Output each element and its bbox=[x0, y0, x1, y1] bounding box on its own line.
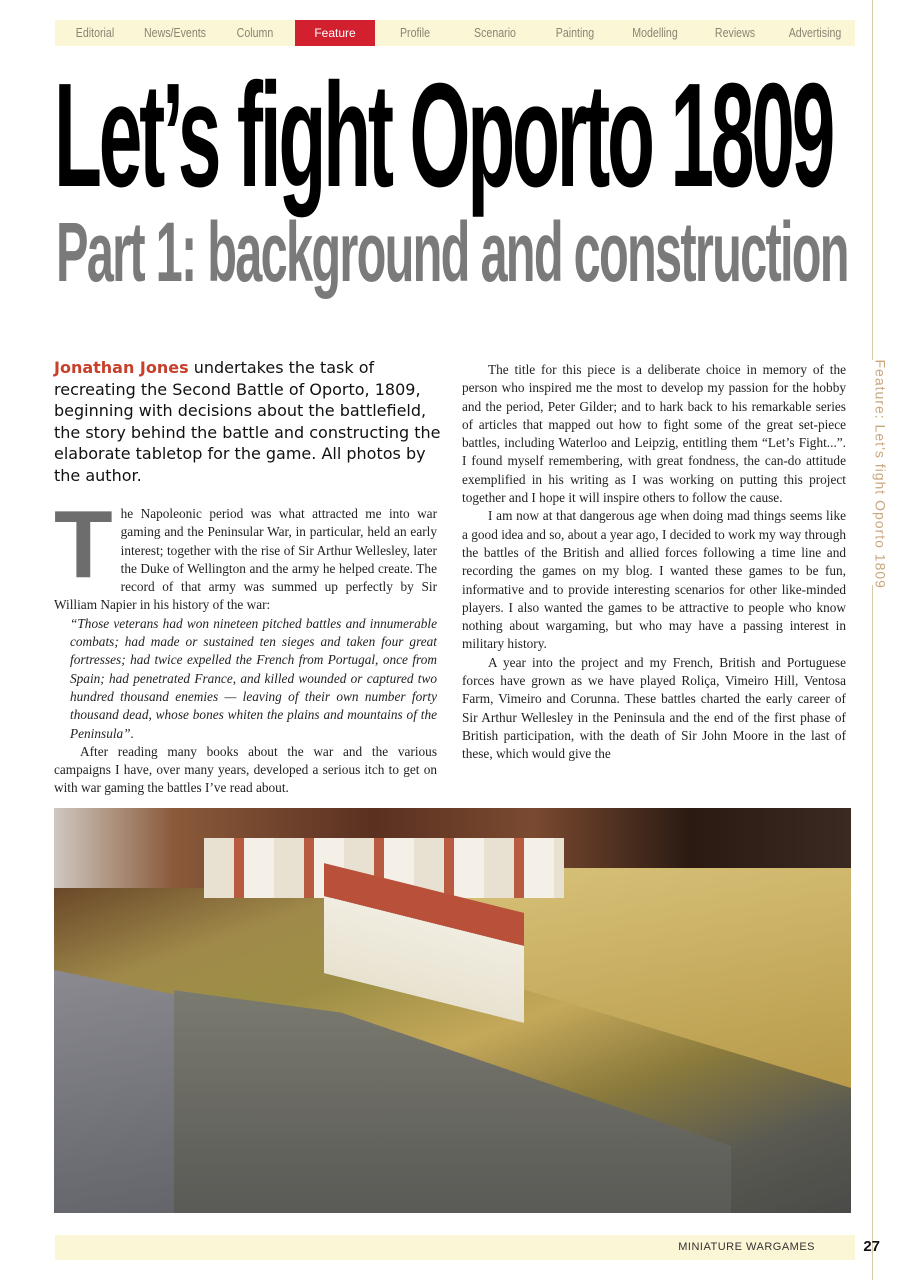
section-nav bbox=[55, 20, 855, 46]
nav-profile[interactable]: Profile bbox=[399, 26, 431, 40]
nav-editorial[interactable]: Editorial bbox=[75, 26, 115, 40]
author-name: Jonathan Jones bbox=[54, 358, 189, 377]
column-right bbox=[462, 361, 846, 764]
nav-modelling[interactable]: Modelling bbox=[632, 26, 678, 40]
side-tab bbox=[872, 359, 889, 589]
nav-reviews[interactable]: Reviews bbox=[714, 26, 756, 40]
magazine-name: MINIATURE WARGAMES bbox=[678, 1241, 815, 1253]
standfirst-text: undertakes the task of recreating the Second Battle of Oporto, 1809, beginning with decisions about the battlefield, the story behind the battle and constructing the elaborate tabletop for the game. All photos by the author. bbox=[54, 358, 441, 485]
page-footer bbox=[55, 1235, 880, 1260]
nav-column[interactable]: Column bbox=[236, 26, 274, 40]
side-label: Feature: Let’s fight Oporto 1809 bbox=[872, 359, 889, 589]
margin-rule bbox=[872, 0, 873, 1280]
block-quote: “Those veterans had won nineteen pitched battles and innumerable combats; had made or sustained ten sieges and taken four great fortresses; had twice expelled the French from Portugal, once from Spain; had penetrated France, and killed wounded or captured two hundred thousand enemies — leaving of their own number forty thousand dead, whose bones whiten the plains and mountains of the Peninsula”. bbox=[70, 615, 437, 741]
nav-advertising[interactable]: Advertising bbox=[788, 26, 842, 40]
column-left bbox=[54, 491, 437, 798]
nav-feature[interactable]: Feature bbox=[295, 20, 375, 46]
paragraph: After reading many books about the war and the various campaigns I have, over many years, developed a serious itch to get on with war gaming the battles I’ve read about. bbox=[54, 743, 437, 796]
paragraph: I am now at that dangerous age when doing mad things seems like a good idea and so, about a year ago, I decided to work my way through the battles of the British and allied forces following a time line and recording the games on my blog. I wanted these games to be fun, informative and to provide interesting scenarios for other like-minded players. I also wanted the games to be attractive to people who know nothing about wargaming, but who may have a passing interest in military history. bbox=[462, 508, 846, 652]
nav-painting[interactable]: Painting bbox=[555, 26, 595, 40]
nav-news-events[interactable]: News/Events bbox=[143, 26, 206, 40]
article-title: Let’s fight Oporto 1809 bbox=[54, 53, 833, 218]
nav-scenario[interactable]: Scenario bbox=[474, 26, 516, 40]
paragraph: The title for this piece is a deliberate choice in memory of the person who inspired me the most to develop my passion for the hobby and the period, Peter Gilder; and to hark back to his remarkable series of articles that mapped out how to fight some of the great set-piece battles, including Waterloo and Leipzig, entitling them “Let’s Fight...”. I found myself remembering, with great fondness, the can-do attitude exemplified in his writing as I was working on putting this project together and I hope it will inspire others to follow the cause. bbox=[462, 362, 846, 506]
standfirst bbox=[54, 357, 444, 486]
paragraph: he Napoleonic period was what attracted me into war gaming and the Peninsular War, in particular, held an early interest; together with the rise of Sir Arthur Wellesley, later the Duke of Wellington and the army he helped create. The record of that army was summed up perfectly by Sir William Napier in his history of the war: bbox=[54, 506, 437, 613]
page-number: 27 bbox=[863, 1238, 880, 1255]
tabletop-photo bbox=[54, 808, 851, 1213]
article-subtitle: Part 1: background and construction bbox=[56, 205, 848, 299]
paragraph: A year into the project and my French, British and Portuguese forces have grown as we have played Roliça, Vimeiro Hill, Ventosa Farm, Vimeiro and Corunna. These battles charted the early career of Sir Arthur Wellesley in the Peninsula and the end of the first phase of British participation, with the death of Sir John Moore in the last of these, which would give the bbox=[462, 654, 846, 762]
drop-cap: T bbox=[54, 491, 113, 598]
